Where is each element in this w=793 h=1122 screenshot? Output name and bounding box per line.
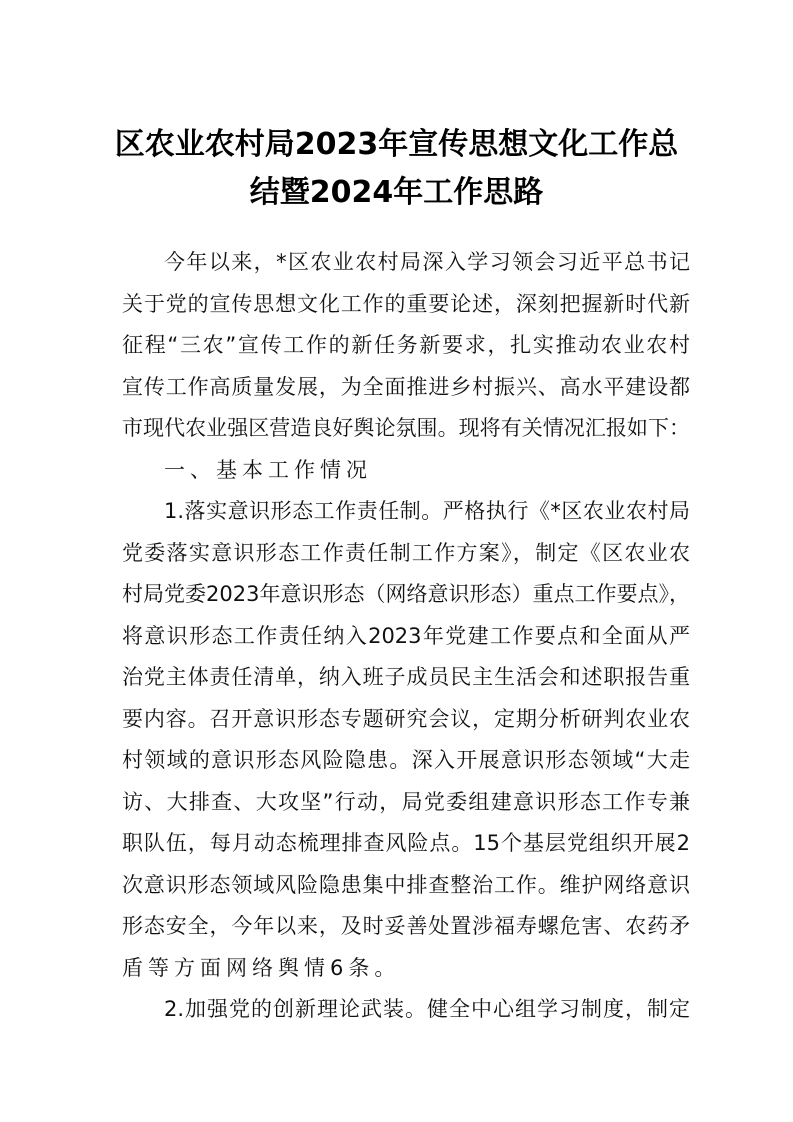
document-body — [122, 242, 690, 1031]
document-title-line-2: 结暨2024年工作思路 — [249, 175, 544, 210]
paragraph-1-line: 形态安全，今年以来，及时妥善处置涉福寿螺危害、农药矛 — [122, 914, 690, 938]
paragraph-1-line: 1.落实意识形态工作责任制。严格执行《*区农业农村局 — [164, 499, 690, 523]
section-heading: 一、基本工作情况 — [164, 457, 372, 482]
paragraph-intro-line: 市现代农业强区营造良好舆论氛围。现将有关情况汇报如下： — [122, 416, 690, 440]
paragraph-1-line: 盾等方面网络舆情6条。 — [122, 955, 401, 980]
paragraph-1-line: 党委落实意识形态工作责任制工作方案》，制定《区农业农 — [122, 540, 690, 565]
paragraph-intro-line: 今年以来，*区农业农村局深入学习领会习近平总书记 — [164, 250, 690, 274]
paragraph-1-line: 村局党委2023年意识形态（网络意识形态）重点工作要点》， — [122, 582, 690, 606]
paragraph-1-line: 访、大排查、大攻坚”行动，局党委组建意识形态工作专兼 — [122, 789, 690, 814]
document-title-line-1: 区农业农村局2023年宣传思想文化工作总 — [114, 127, 679, 162]
paragraph-1-line: 治党主体责任清单，纳入班子成员民主生活会和述职报告重 — [122, 665, 690, 689]
paragraph-1-line: 职队伍，每月动态梳理排查风险点。15个基层党组织开展2 — [122, 831, 690, 855]
paragraph-1-line: 将意识形态工作责任纳入2023年党建工作要点和全面从严 — [122, 623, 690, 648]
paragraph-intro-line: 宣传工作高质量发展，为全面推进乡村振兴、高水平建设都 — [122, 374, 690, 399]
paragraph-2-line: 2.加强党的创新理论武装。健全中心组学习制度，制定 — [164, 997, 690, 1021]
paragraph-1-line: 要内容。召开意识形态专题研究会议，定期分析研判农业农 — [122, 706, 690, 731]
paragraph-intro-line: 征程“三农”宣传工作的新任务新要求，扎实推动农业农村 — [122, 333, 690, 357]
paragraph-intro-line: 关于党的宣传思想文化工作的重要论述，深刻把握新时代新 — [122, 291, 690, 316]
paragraph-1-line: 村领域的意识形态风险隐患。深入开展意识形态领域“大走 — [122, 748, 690, 772]
paragraph-1-line: 次意识形态领域风险隐患集中排查整治工作。维护网络意识 — [122, 872, 690, 897]
